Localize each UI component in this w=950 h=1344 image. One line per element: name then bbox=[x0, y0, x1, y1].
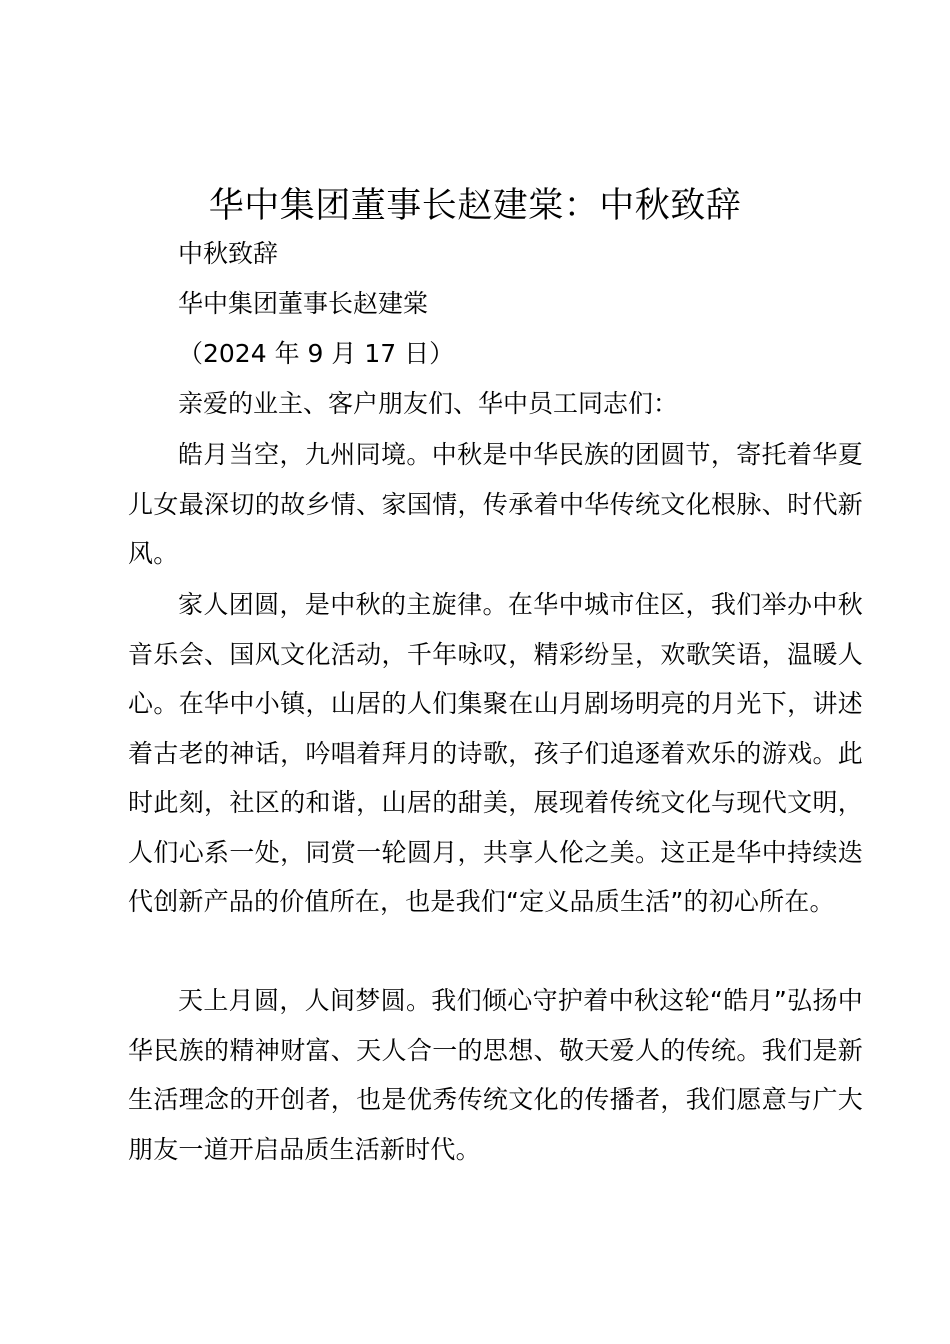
paragraph-3: 天上月圆，人间梦圆。我们倾心守护着中秋这轮“皓月”弘扬中华民族的精神财富、天人合一的思想、敬天爱人的传统。我们是新生活理念的开创者，也是优秀传统文化的传播者，我们愿意与广大朋友一道开启品质生活新时代。 bbox=[128, 986, 863, 1164]
author-line: 华中集团董事长赵建棠 bbox=[178, 289, 429, 318]
subtitle: 中秋致辞 bbox=[178, 239, 279, 268]
date-line: （2024 年 9 月 17 日） bbox=[178, 339, 455, 368]
document-title: 华中集团董事长赵建棠：中秋致辞 bbox=[208, 186, 742, 226]
salutation: 亲爱的业主、客户朋友们、华中员工同志们： bbox=[178, 389, 679, 418]
paragraph-2: 家人团圆，是中秋的主旋律。在华中城市住区，我们举办中秋音乐会、国风文化活动，千年咏叹，精彩纷呈，欢歌笑语，温暖人心。在华中小镇，山居的人们集聚在山月剧场明亮的月光下，讲述着古老的神话，吟唱着拜月的诗歌，孩子们追逐着欢乐的游戏。此时此刻，社区的和谐，山居的甜美，展现着传统文化与现代文明，人们心系一处，同赏一轮圆月，共享人伦之美。这正是华中持续迭代创新产品的价值所在，也是我们“定义品质生活”的初心所在。 bbox=[128, 590, 863, 916]
paragraph-1: 皓月当空，九州同境。中秋是中华民族的团圆节，寄托着华夏儿女最深切的故乡情、家国情，传承着中华传统文化根脉、时代新风。 bbox=[128, 440, 863, 568]
